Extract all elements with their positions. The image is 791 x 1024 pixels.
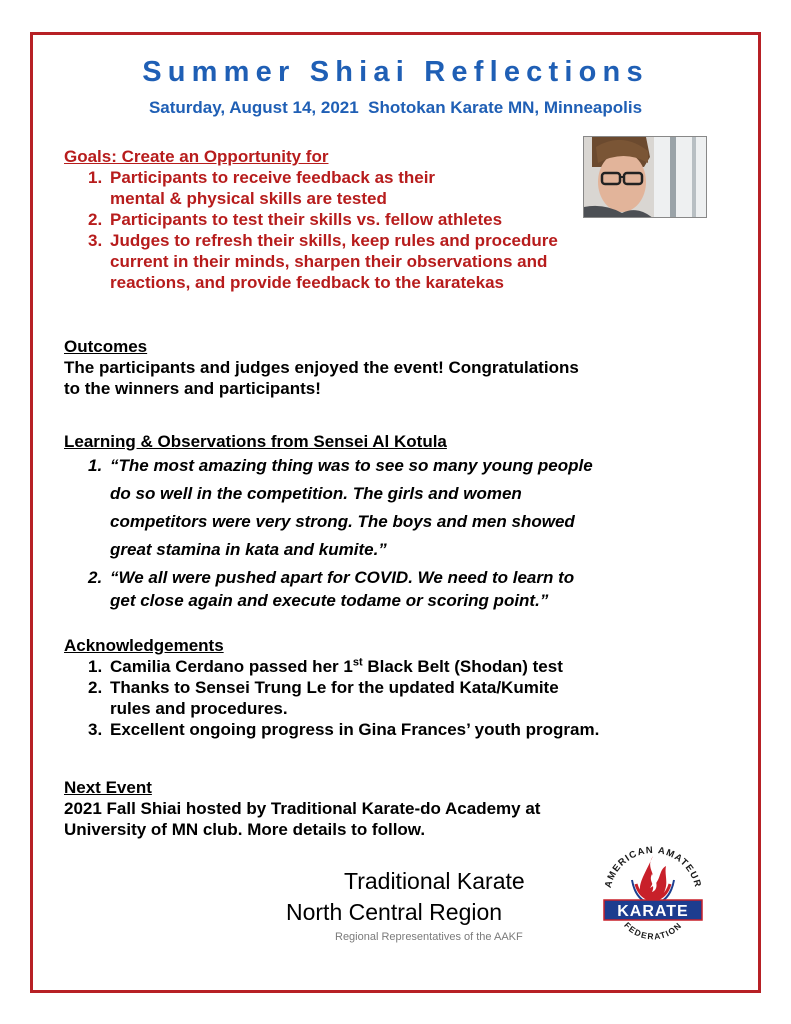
- goal-line: mental & physical skills are tested: [110, 189, 387, 208]
- signature-line-1: Traditional Karate: [344, 868, 525, 894]
- learning-heading: Learning & Observations from Sensei Al Kotula: [64, 432, 447, 451]
- page-subtitle: Saturday, August 14, 2021 Shotokan Karate MN, Minneapolis: [148, 98, 643, 117]
- learning-line: do so well in the competition. The girls and women: [110, 484, 522, 503]
- acknowledgement-item: [64, 656, 599, 677]
- logo-top-text: AMERICAN AMATEUR: [602, 844, 704, 890]
- outcomes-section: [64, 336, 579, 399]
- acknowledgements-section: [64, 635, 599, 740]
- goal-line: Participants to test their skills vs. fellow athletes: [110, 210, 503, 229]
- goal-item: [64, 209, 558, 230]
- goal-line: Participants to receive feedback as their: [110, 168, 436, 187]
- goals-list: [64, 167, 558, 293]
- learning-item: [64, 452, 593, 564]
- acknowledgement-text: Camilia Cerdano passed her 1: [110, 657, 353, 676]
- portrait-photo: [583, 136, 707, 218]
- learning-line: great stamina in kata and kumite.”: [110, 540, 387, 559]
- learning-number: 2.: [88, 568, 103, 587]
- goal-number: 1.: [88, 168, 103, 187]
- acknowledgement-item: [64, 677, 599, 719]
- learning-line: “The most amazing thing was to see so many young people: [110, 456, 593, 475]
- goal-item: [64, 167, 558, 209]
- next-event-heading: Next Event: [64, 778, 152, 797]
- next-event-section: [64, 777, 540, 840]
- learning-item: [64, 566, 593, 612]
- svg-text:FEDERATION: [622, 920, 684, 941]
- acknowledgement-line: rules and procedures.: [110, 699, 288, 718]
- acknowledgements-list: [64, 656, 599, 740]
- goals-heading: Goals: Create an Opportunity for: [64, 147, 329, 166]
- outcomes-line: to the winners and participants!: [64, 379, 321, 398]
- next-event-line: 2021 Fall Shiai hosted by Traditional Karate-do Academy at: [64, 799, 541, 818]
- learning-line: competitors were very strong. The boys and men showed: [110, 512, 575, 531]
- learning-line: “We all were pushed apart for COVID. We need to learn to: [110, 568, 575, 587]
- learning-section: [64, 431, 593, 612]
- learning-line: get close again and execute todame or scoring point.”: [110, 591, 549, 610]
- acknowledgement-line: Excellent ongoing progress in Gina Frances’ youth program.: [110, 720, 600, 739]
- learning-number: 1.: [88, 456, 103, 475]
- signature-line-2: North Central Region: [286, 899, 503, 925]
- outcomes-heading: Outcomes: [64, 337, 148, 356]
- next-event-line: University of MN club. More details to follow.: [64, 820, 426, 839]
- goals-section: [64, 146, 558, 293]
- outcomes-line: The participants and judges enjoyed the event! Congratulations: [64, 358, 579, 377]
- goal-number: 3.: [88, 231, 103, 250]
- karate-federation-logo-icon: [596, 840, 710, 948]
- acknowledgements-heading: Acknowledgements: [64, 636, 224, 655]
- goal-line: Judges to refresh their skills, keep rules and procedure: [110, 231, 558, 250]
- acknowledgement-number: 1.: [88, 657, 103, 676]
- logo-center-text: KARATE: [617, 903, 689, 920]
- logo-bottom-text: FEDERATION: [622, 920, 684, 942]
- acknowledgement-item: [64, 719, 599, 740]
- acknowledgement-number: 3.: [88, 720, 103, 739]
- acknowledgement-text: Black Belt (Shodan) test: [362, 657, 563, 676]
- acknowledgement-number: 2.: [88, 678, 103, 697]
- page-title: Summer Shiai Reflections: [142, 56, 649, 88]
- signature-line-3: Regional Representatives of the AAKF: [335, 931, 523, 943]
- ordinal-suffix: st: [352, 656, 363, 669]
- goal-number: 2.: [88, 210, 103, 229]
- goal-line: reactions, and provide feedback to the karatekas: [110, 273, 504, 292]
- acknowledgement-line: [110, 656, 599, 677]
- learning-list: [64, 452, 593, 612]
- goal-item: [64, 230, 558, 293]
- portrait-image: [584, 137, 707, 218]
- aakf-logo: [596, 840, 710, 948]
- goal-line: current in their minds, sharpen their observations and: [110, 252, 548, 271]
- acknowledgement-line: Thanks to Sensei Trung Le for the updated Kata/Kumite: [110, 678, 559, 697]
